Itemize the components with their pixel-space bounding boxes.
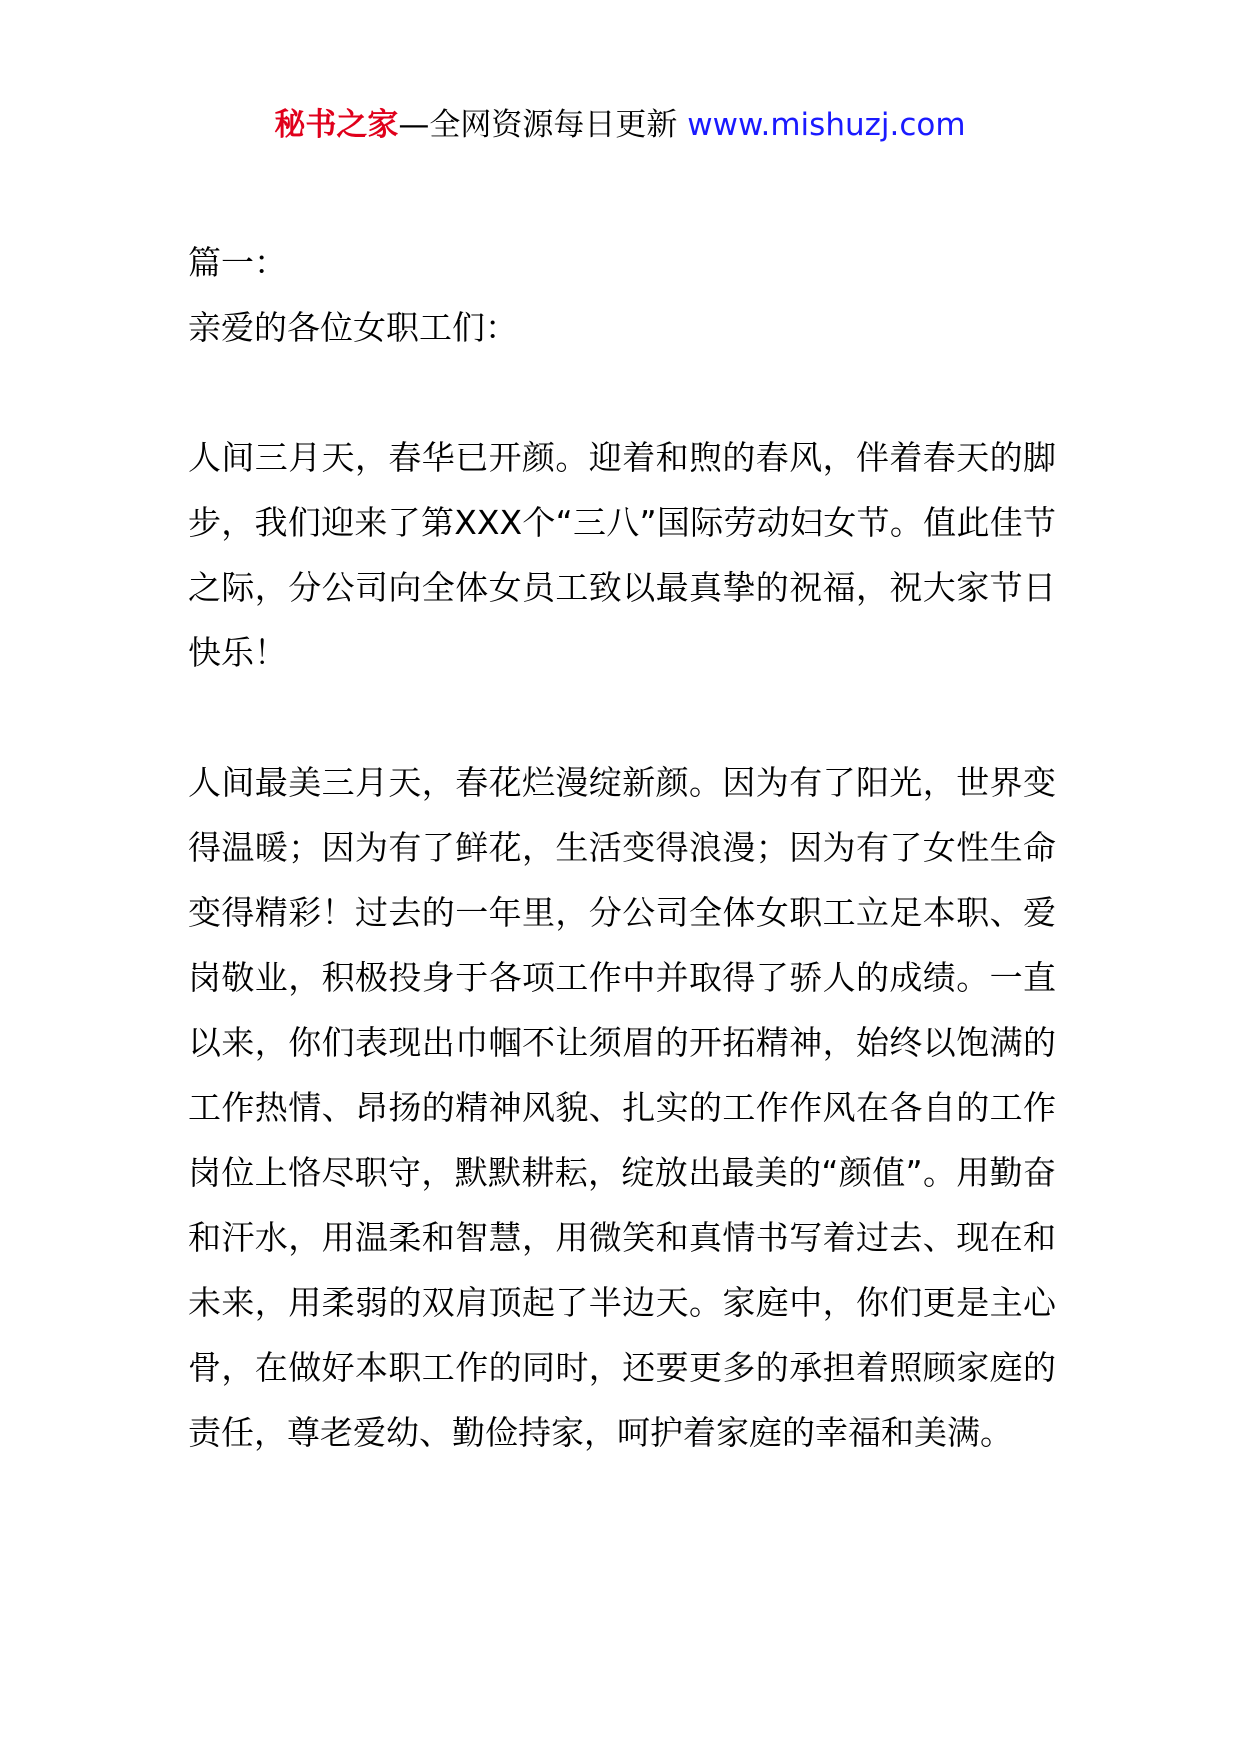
website-link[interactable]: www.mishuzj.com	[687, 107, 966, 143]
paragraph-greeting: 人间三月天，春华已开颜。迎着和煦的春风，伴着春天的脚步，我们迎来了第XXX个“三八”国际劳动妇女节。值此佳节之际，分公司向全体女员工致以最真挚的祝福，祝大家节日快乐！	[188, 438, 1056, 672]
paragraph-spacer	[188, 360, 1056, 425]
paragraph-tribute: 人间最美三月天，春花烂漫绽新颜。因为有了阳光，世界变得温暖；因为有了鲜花，生活变得浪漫；因为有了女性生命变得精彩！过去的一年里，分公司全体女职工立足本职、爱岗敬业，积极投身于各项工作中并取得了骄人的成绩。一直以来，你们表现出巾帼不让须眉的开拓精神，始终以饱满的工作热情、昂扬的精神风貌、扎实的工作作风在各自的工作岗位上恪尽职守，默默耕耘，绽放出最美的“颜值”。用勤奋和汗水，用温柔和智慧，用微笑和真情书写着过去、现在和未来，用柔弱的双肩顶起了半边天。家庭中，你们更是主心骨，在做好本职工作的同时，还要更多的承担着照顾家庭的责任，尊老爱幼、勤俭持家，呵护着家庭的幸福和美满。	[188, 763, 1056, 1452]
section-label: 篇一：	[188, 243, 287, 282]
brand-name: 秘书之家	[274, 107, 399, 143]
page-header	[0, 100, 1240, 150]
header-tagline: —全网资源每日更新	[398, 107, 678, 143]
paragraph-spacer	[188, 685, 1056, 750]
salutation: 亲爱的各位女职工们：	[188, 308, 518, 347]
document-body	[188, 230, 1056, 1465]
